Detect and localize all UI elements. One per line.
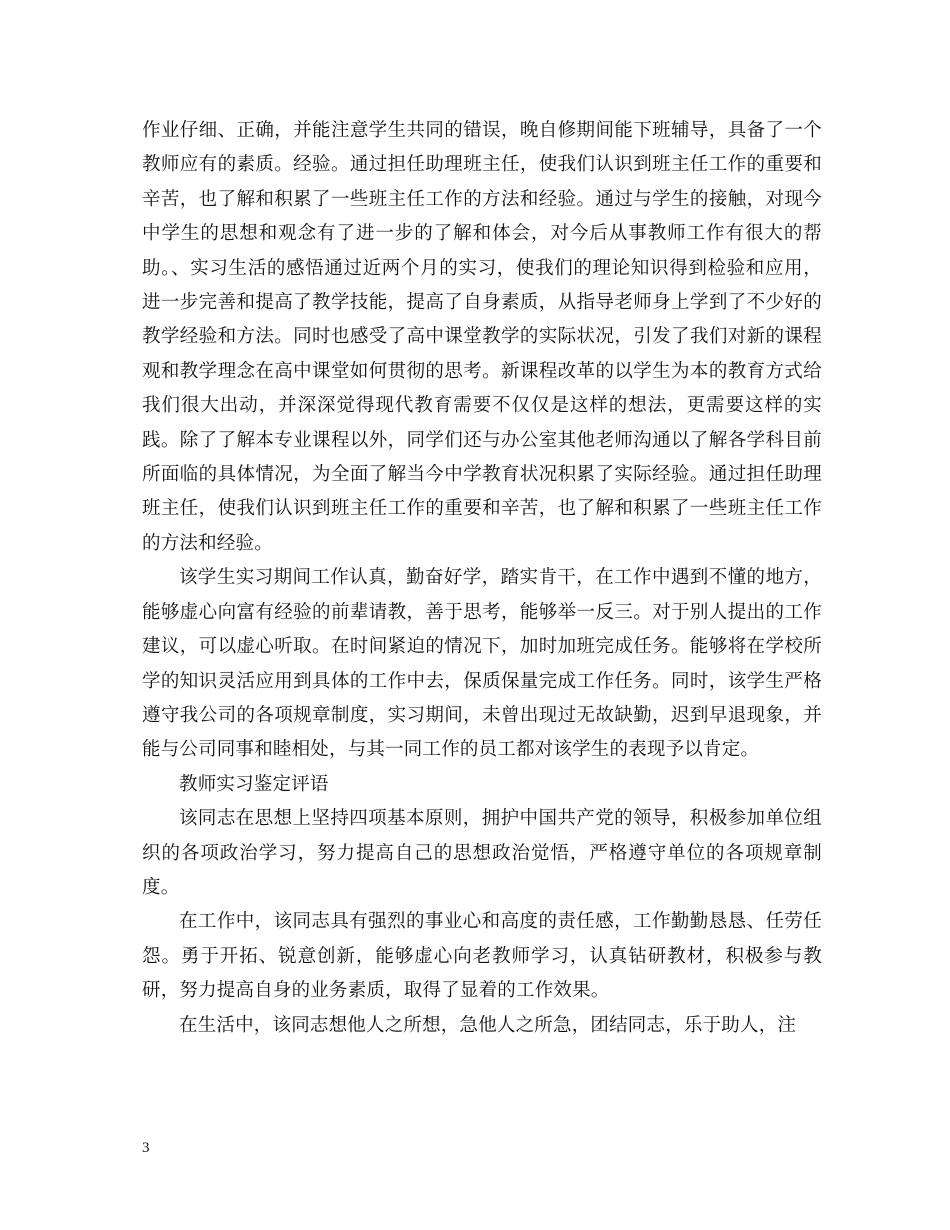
paragraph-2: 该学生实习期间工作认真，勤奋好学，踏实肯干，在工作中遇到不懂的地方，能够虚心向富有经验的前辈请教，善于思考，能够举一反三。对于别人提出的工作建议，可以虚心听取。在时间紧迫的情况下，加时加班完成任务。能够将在学校所学的知识灵活应用到具体的工作中去，保质保量完成工作任务。同时，该学生严格遵守我公司的各项规章制度，实习期间，未曾出现过无故缺勤，迟到早退现象，并能与公司同事和睦相处，与其一同工作的员工都对该学生的表现予以肯定。 (142, 567, 822, 761)
paragraph-4: 在工作中，该同志具有强烈的事业心和高度的责任感，工作勤勤恳恳、任劳任怨。勇于开拓、锐意创新，能够虚心向老教师学习，认真钻研教材，积极参与教研，努力提高自身的业务素质，取得了显着的工作效果。 (142, 911, 822, 1002)
paragraph-1: 作业仔细、正确，并能注意学生共同的错误，晚自修期间能下班辅导，具备了一个教师应有的素质。经验。通过担任助理班主任，使我们认识到班主任工作的重要和辛苦，也了解和积累了一些班主任工作的方法和经验。通过与学生的接触，对现今中学生的思想和观念有了进一步的了解和体会，对今后从事教师工作有很大的帮助。、实习生活的感悟通过近两个月的实习，使我们的理论知识得到检验和应用，进一步完善和提高了教学技能，提高了自身素质，从指导老师身上学到了不少好的教学经验和方法。同时也感受了高中课堂教学的实际状况，引发了我们对新的课程观和教学理念在高中课堂如何贯彻的思考。新课程改革的以学生为本的教育方式给我们很大出动，并深深觉得现代教育需要不仅仅是这样的想法，更需要这样的实践。除了了解本专业课程以外，同学们还与办公室其他老师沟通以了解各学科目前所面临的具体情况，为全面了解当今中学教育状况积累了实际经验。通过担任助理班主任，使我们认识到班主任工作的重要和辛苦，也了解和积累了一些班主任工作的方法和经验。 (142, 120, 822, 554)
paragraph-3: 该同志在思想上坚持四项基本原则，拥护中国共产党的领导，积极参加单位组织的各项政治学习，努力提高自己的思想政治觉悟，严格遵守单位的各项规章制度。 (142, 808, 822, 898)
section-heading: 教师实习鉴定评语 (179, 773, 329, 795)
document-body (142, 114, 822, 1043)
page-number: 3 (142, 1140, 150, 1156)
paragraph-5: 在生活中，该同志想他人之所想，急他人之所急，团结同志，乐于助人，注 (179, 1014, 797, 1036)
